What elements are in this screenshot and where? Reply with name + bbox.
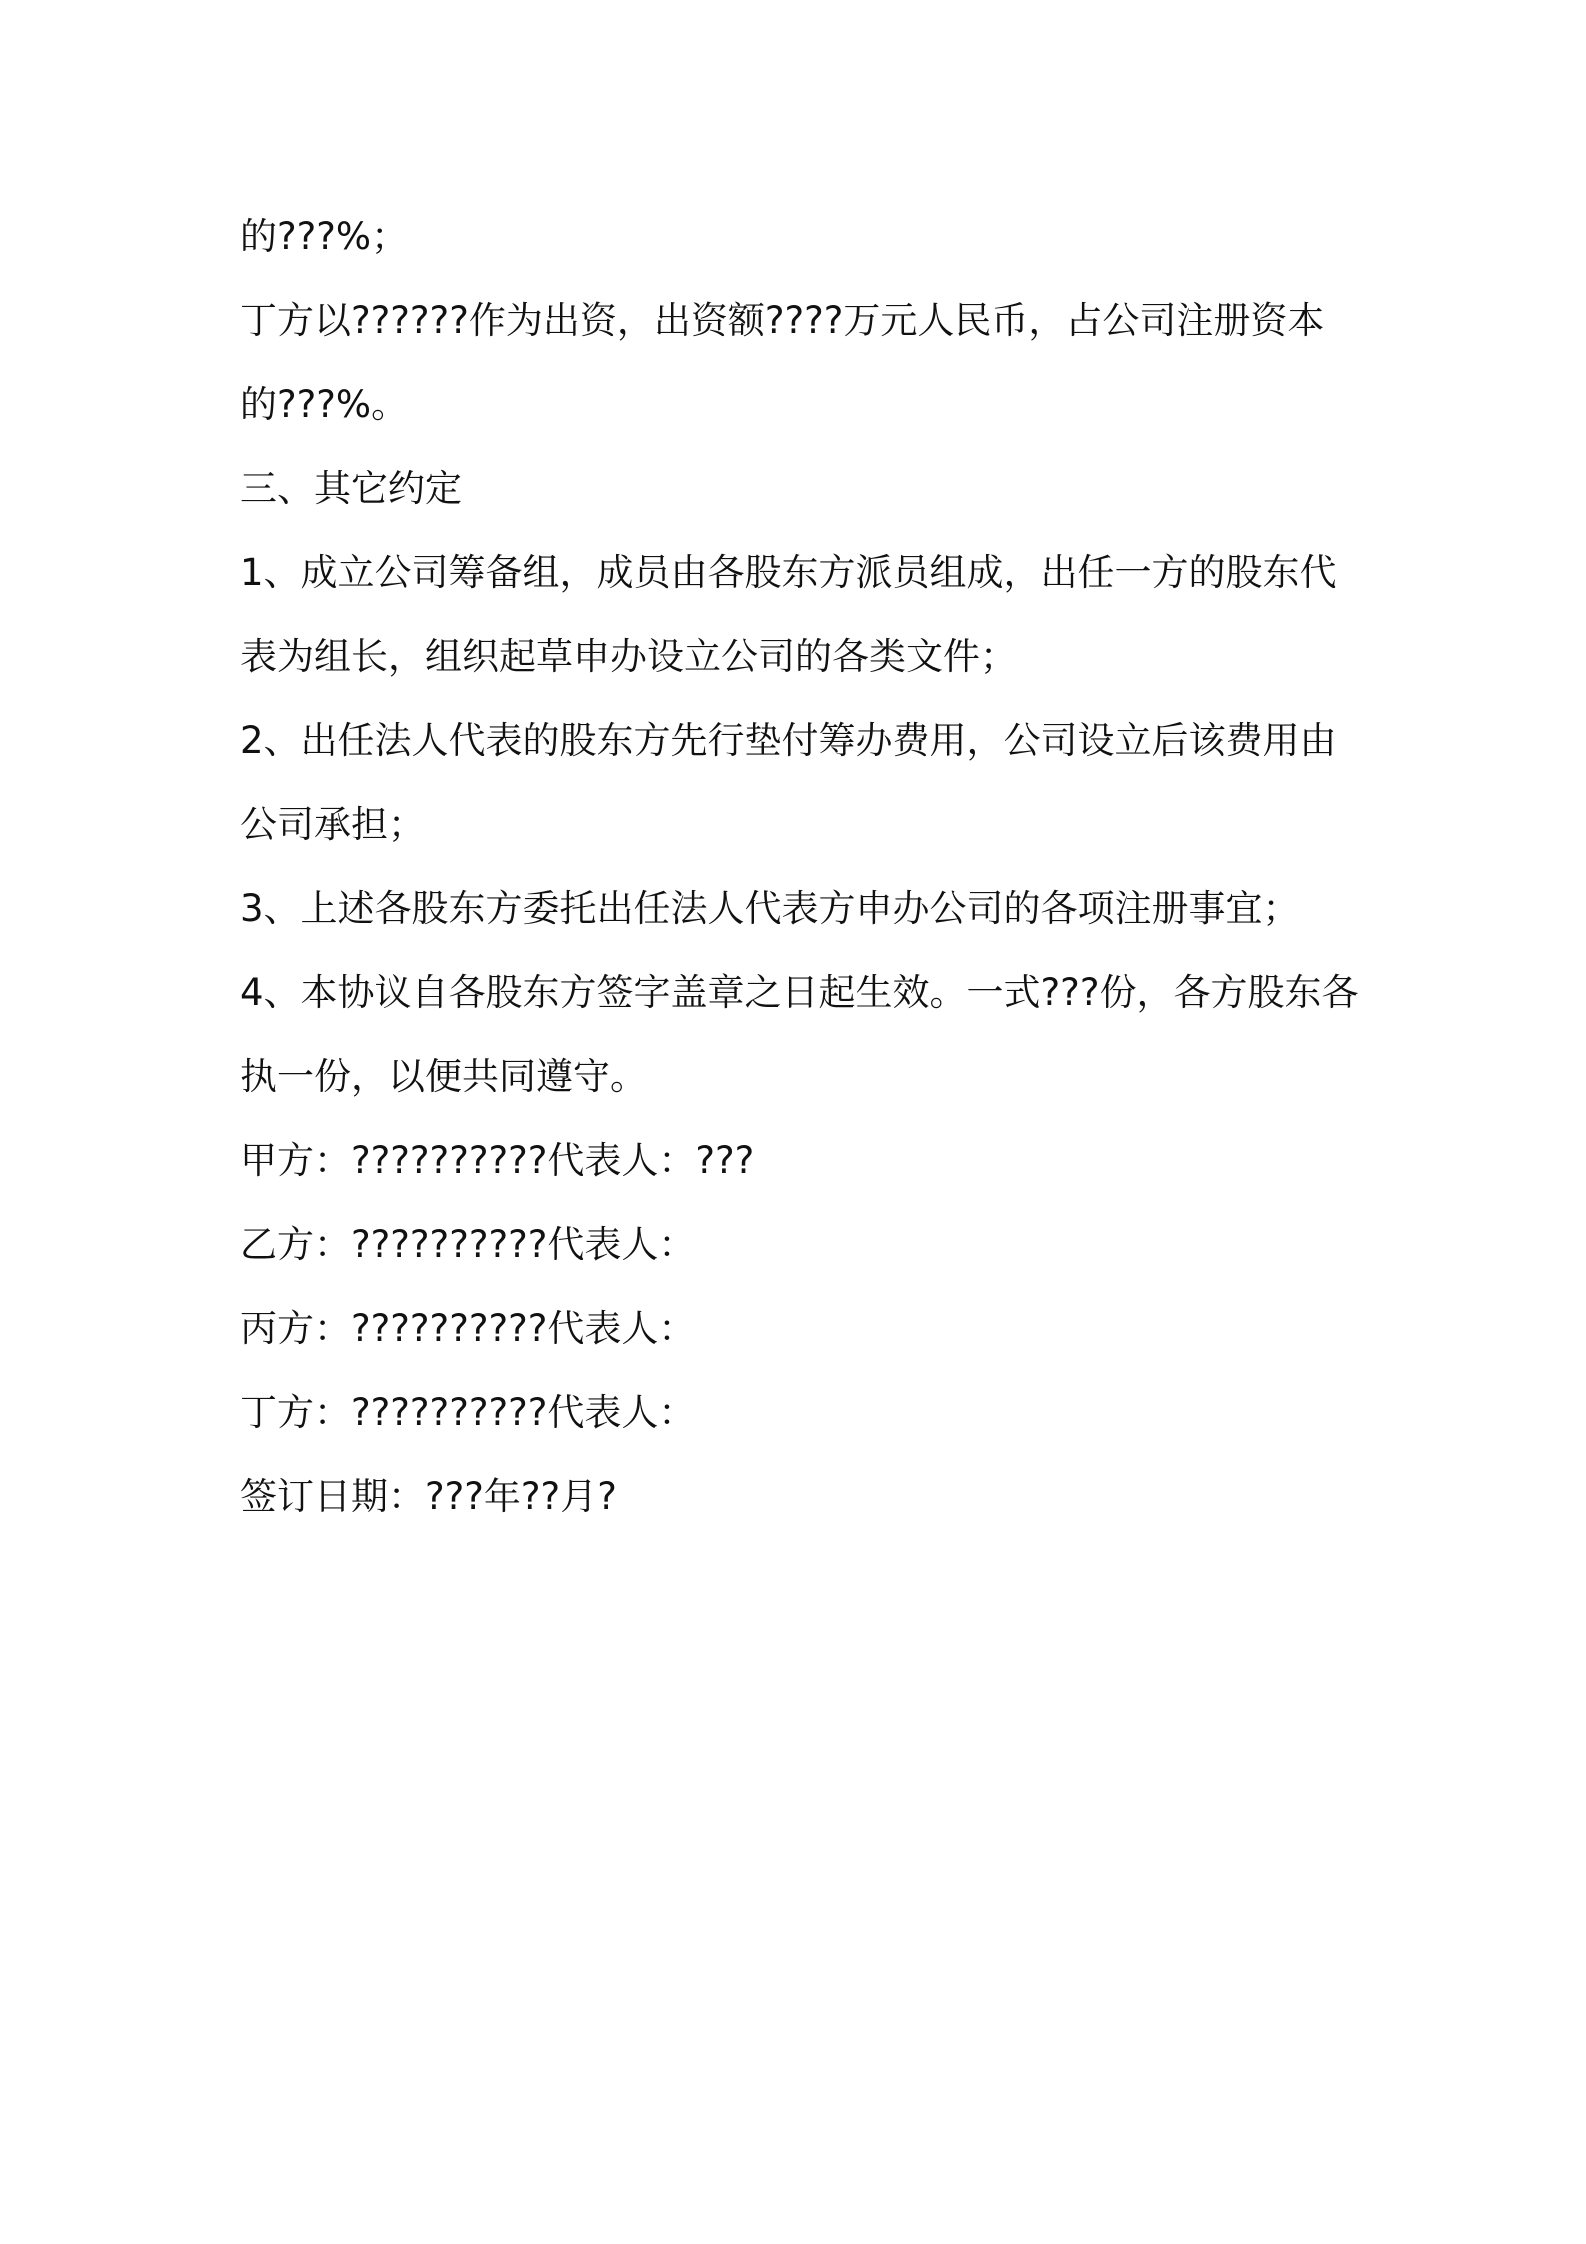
clause-1-line-1: 1、成立公司筹备组，成员由各股东方派员组成，出任一方的股东代 <box>240 551 1337 594</box>
clause-1-line-2: 表为组长，组织起草申办设立公司的各类文件； <box>240 635 1017 678</box>
clause-4-line-1: 4、本协议自各股东方签字盖章之日起生效。一式???份，各方股东各 <box>240 971 1359 1014</box>
signature-party-d: 丁方：??????????代表人： <box>240 1391 696 1434</box>
signature-party-a: 甲方：??????????代表人：??? <box>240 1139 755 1182</box>
signature-party-b: 乙方：??????????代表人： <box>240 1223 696 1266</box>
text-line-party-d-contribution: 丁方以??????作为出资，出资额????万元人民币，占公司注册资本 <box>240 299 1325 342</box>
document-body <box>240 195 1359 1539</box>
clause-3: 3、上述各股东方委托出任法人代表方申办公司的各项注册事宜； <box>240 887 1300 930</box>
clause-2-line-2: 公司承担； <box>240 803 425 846</box>
section-heading-other-terms: 三、其它约定 <box>240 467 462 510</box>
signature-party-c: 丙方：??????????代表人： <box>240 1307 696 1350</box>
clause-4-line-2: 执一份，以便共同遵守。 <box>240 1055 647 1098</box>
signing-date: 签订日期：???年??月? <box>240 1475 617 1518</box>
text-line-share-percent-d: 的???%。 <box>240 383 409 426</box>
clause-2-line-1: 2、出任法人代表的股东方先行垫付筹办费用，公司设立后该费用由 <box>240 719 1337 762</box>
text-line-share-percent-c: 的???%； <box>240 215 409 258</box>
